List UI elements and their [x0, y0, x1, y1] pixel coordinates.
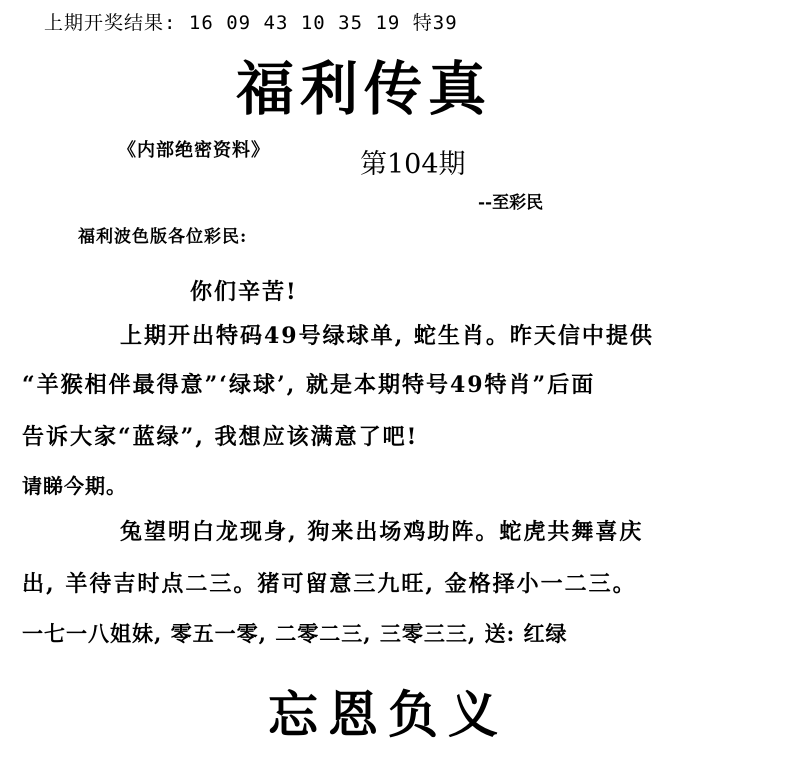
paragraph1-line3: 告诉大家“蓝绿”, 我想应该满意了吧! — [22, 424, 419, 450]
page-title: 福利传真 — [236, 55, 493, 123]
paragraph1-line1: 上期开出特码49号绿球单, 蛇生肖。昨天信中提供 — [120, 323, 654, 349]
signature: --至彩民 — [478, 193, 544, 213]
letter-greeting: 福利波色版各位彩民: — [78, 227, 248, 247]
paragraph1-line4: 请睇今期。 — [22, 474, 127, 498]
previous-result-line: 上期开奖结果: 16 09 43 10 35 19 特39 — [44, 12, 458, 34]
paragraph2-line2: 出, 羊待吉时点二三。猪可留意三九旺, 金格择小一二三。 — [22, 571, 637, 597]
subtitle: 《内部绝密资料》 — [118, 140, 270, 161]
paragraph2-line3: 一七一八姐妹, 零五一零, 二零二三, 三零三三, 送: 红绿 — [22, 621, 568, 646]
paragraph1-line2: “羊猴相伴最得意”‘绿球’, 就是本期特号49特肖”后面 — [22, 372, 596, 398]
letter-salutation: 你们辛苦! — [190, 279, 298, 305]
paragraph2-line1: 兔望明白龙现身, 狗来出场鸡助阵。蛇虎共舞喜庆 — [120, 519, 644, 545]
issue-number: 第104期 — [360, 149, 466, 180]
footer-title: 忘恩负义 — [268, 685, 508, 744]
